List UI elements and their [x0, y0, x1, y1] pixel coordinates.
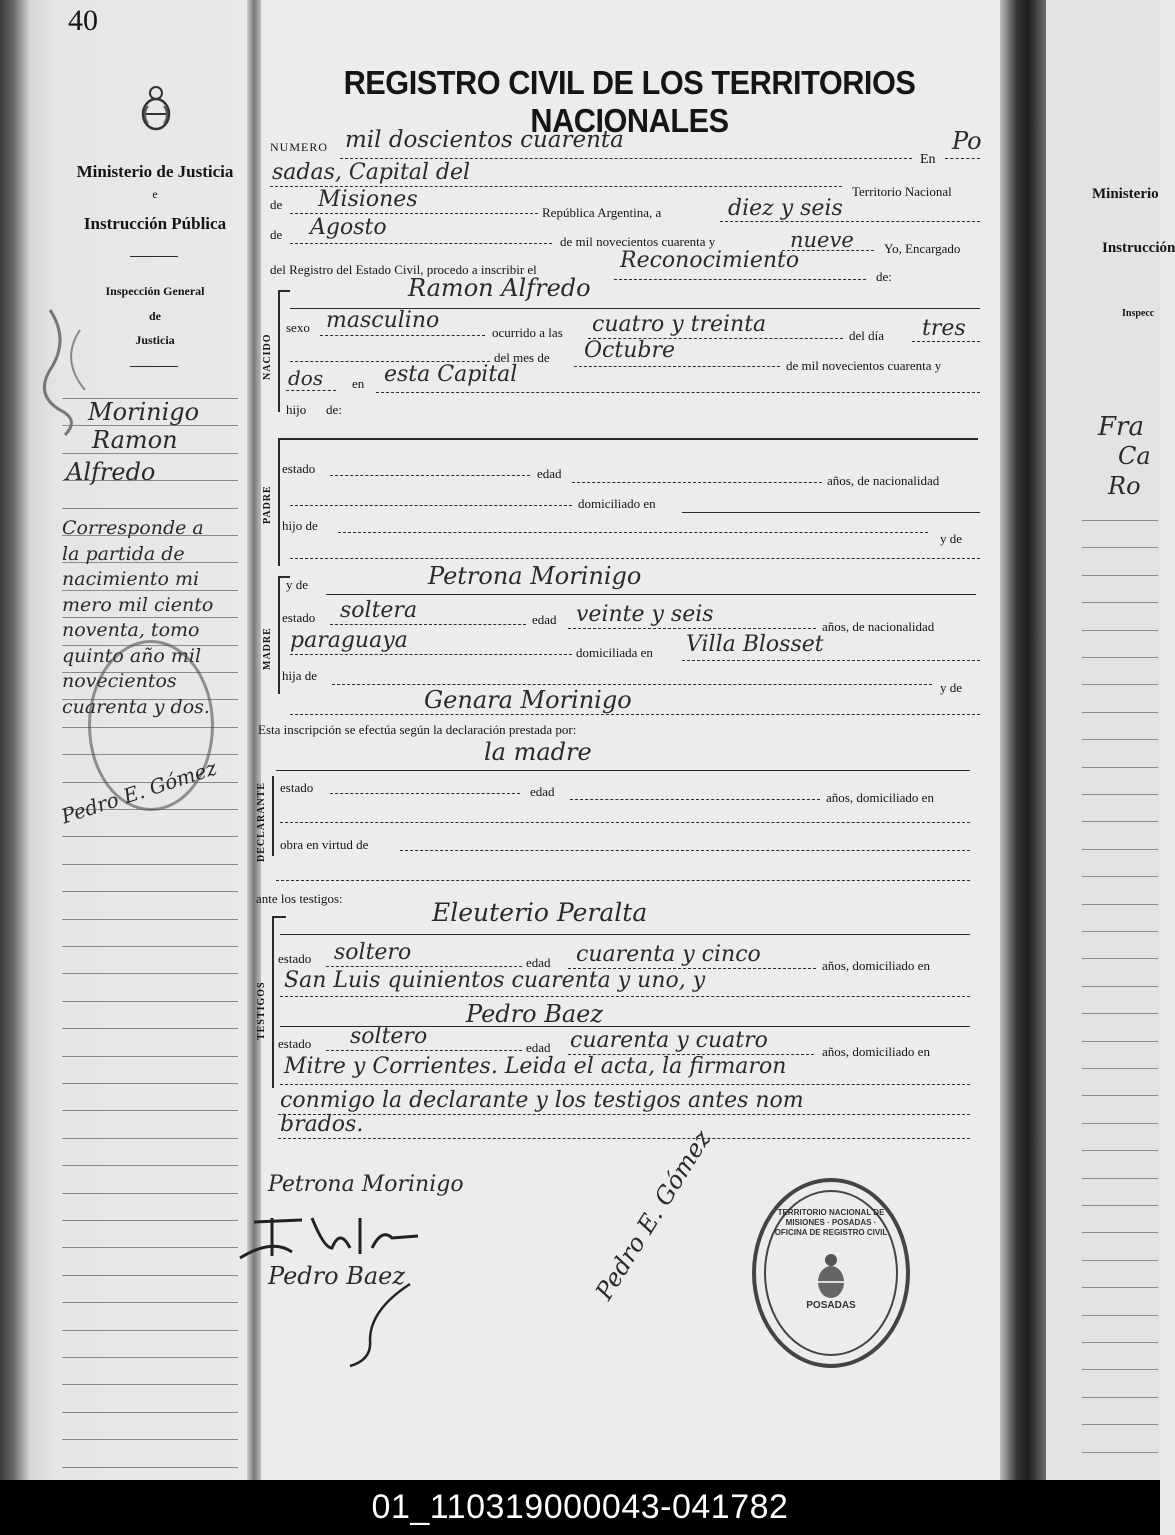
declarante-bracket	[272, 776, 274, 856]
margin-note-line: novecientos	[62, 670, 177, 692]
padre-hijo-de-label: hijo de	[282, 518, 318, 533]
hijo-label: hijo	[286, 402, 307, 417]
stamp-emblem-icon	[812, 1252, 850, 1302]
ruled-line	[62, 1110, 238, 1111]
right-hw-fragment3: Ro	[1108, 472, 1141, 500]
ruled-line	[1082, 1369, 1158, 1370]
official-stamp	[752, 1178, 910, 1368]
en-label: En	[920, 152, 936, 167]
ruled-line	[1082, 1260, 1158, 1261]
inspection-line3: Justicia	[135, 333, 175, 347]
padre-edad-label: edad	[537, 466, 562, 481]
madre-edad-value: veinte y seis	[576, 602, 714, 627]
nacido-year-line	[286, 390, 336, 391]
madre-nationality-line	[290, 654, 572, 655]
signature-declarante: Petrona Morinigo	[268, 1172, 464, 1197]
declarante-name-line	[276, 770, 970, 771]
right-inspection-fragment: Inspecc	[1122, 308, 1155, 319]
ruled-line	[62, 836, 238, 837]
right-instruction-fragment: Instrucción	[1102, 240, 1175, 256]
madre-domicile: Villa Blosset	[686, 632, 824, 657]
ruled-line	[62, 1138, 238, 1139]
madre-estado-line	[330, 624, 526, 625]
madre-domiciliada-label: domiciliada en	[576, 645, 653, 660]
sexo-value: masculino	[326, 308, 440, 333]
ruled-line	[62, 1439, 238, 1440]
ruled-line	[1082, 1342, 1158, 1343]
ruled-line	[1082, 520, 1158, 521]
madre-anos-label: años, de nacionalidad	[822, 619, 935, 634]
declarante-edad-line	[570, 799, 820, 800]
ruled-line	[62, 946, 238, 947]
nacido-month-line	[574, 366, 780, 367]
registro-text: del Registro del Estado Civil, procedo a inscribir el	[270, 262, 537, 277]
ruled-line	[62, 1330, 238, 1331]
witness1-edad: cuarenta y cinco	[576, 942, 761, 967]
declarante-name: la madre	[484, 738, 592, 766]
margin-note-line: cuarenta y dos.	[62, 695, 210, 718]
ministry-line2: e	[152, 187, 158, 201]
declarante-estado-line	[330, 793, 520, 794]
ministry-line1: Ministerio de Justicia	[76, 162, 234, 181]
image-id: 01_110319000043-041782	[371, 1488, 789, 1526]
madre-y-de-end: y de	[940, 680, 963, 695]
mil-label: de mil novecientos cuarenta y	[786, 358, 942, 373]
time-value: cuatro y treinta	[592, 312, 767, 337]
madre-name-line	[326, 594, 976, 595]
ocurrido-label: ocurrido a las	[492, 325, 563, 340]
sexo-line	[320, 335, 485, 336]
margin-signature: Pedro E. Gómez	[58, 755, 220, 829]
witness1-estado: soltero	[334, 940, 412, 965]
madre-bracket	[278, 576, 280, 694]
ruled-line	[1082, 1095, 1158, 1096]
witness2-estado-line	[326, 1050, 522, 1051]
right-hw-fragment2: Ca	[1118, 442, 1151, 470]
closing-line2-rule	[278, 1114, 970, 1115]
margin-given2: Alfredo	[66, 458, 156, 486]
ruled-line	[62, 508, 238, 509]
del-dia-label: del día	[849, 328, 885, 343]
sexo-label: sexo	[286, 320, 310, 335]
witness2-name: Pedro Baez	[466, 1000, 603, 1028]
inspection-line1: Inspección General	[105, 284, 205, 298]
padre-bracket	[278, 438, 280, 566]
witness2-estado: soltero	[350, 1024, 428, 1049]
witness1-name-line	[280, 934, 970, 935]
closing-line3: brados.	[280, 1112, 364, 1137]
madre-hija-de-label: hija de	[282, 668, 318, 683]
witness1-name: Eleuterio Peralta	[432, 898, 648, 927]
de-label: de	[270, 197, 283, 212]
testigos-bracket-top	[272, 916, 286, 918]
ruled-line	[1082, 1068, 1158, 1069]
ruled-line	[62, 1056, 238, 1057]
madre-estado-label: estado	[282, 610, 316, 625]
ruled-line	[1082, 1287, 1158, 1288]
ruled-line	[1082, 1397, 1158, 1398]
declarante-estado-label: estado	[280, 780, 314, 795]
nacido-bracket-top	[278, 290, 290, 292]
ruled-line	[62, 891, 238, 892]
padre-edad-line	[572, 482, 822, 483]
testigos-label: ante los testigos:	[256, 891, 343, 906]
right-gutter	[1000, 0, 1046, 1480]
inspection-line2: de	[149, 309, 161, 323]
madre-domicile-line	[682, 660, 980, 661]
ruled-line	[1082, 1205, 1158, 1206]
day-line	[720, 221, 980, 222]
ruled-line	[62, 1384, 238, 1385]
ruled-line	[62, 1193, 238, 1194]
de-label-2: de	[270, 227, 283, 242]
header-divider	[130, 256, 178, 257]
testigos-side-label: TESTIGOS	[256, 981, 267, 1040]
margin-note-line: mero mil ciento	[62, 593, 214, 616]
ruled-line	[1082, 739, 1158, 740]
ruled-line	[62, 1302, 238, 1303]
place-part2: sadas, Capital del	[272, 160, 471, 185]
ruled-line	[1082, 821, 1158, 822]
madre-parent-line	[332, 684, 932, 685]
padre-estado-label: estado	[282, 461, 316, 476]
nacido-year: dos	[288, 366, 324, 390]
place-part1: Po	[952, 127, 982, 155]
declarante-domicile-line	[280, 822, 970, 823]
madre-name: Petrona Morinigo	[428, 562, 642, 590]
nacido-name: Ramon Alfredo	[408, 274, 591, 302]
nacido-en-label: en	[352, 376, 365, 391]
year-value: nueve	[790, 228, 854, 252]
ruled-line	[1082, 1315, 1158, 1316]
margin-note-line: quinto año mil	[62, 644, 202, 667]
ruled-line	[62, 1165, 238, 1166]
ruled-line	[62, 919, 238, 920]
declaracion-label: Esta inscripción se efectúa según la declaración prestada por:	[258, 722, 577, 737]
testigos-bracket	[272, 916, 274, 1088]
ruled-line	[1082, 986, 1158, 987]
nacido-month: Octubre	[584, 338, 675, 363]
ruled-line	[1082, 684, 1158, 685]
ruled-line	[1082, 1452, 1158, 1453]
ruled-line	[62, 1220, 238, 1221]
form-title: REGISTRO CIVIL DE LOS TERRITORIOS NACIONALES	[343, 64, 916, 139]
ruled-line	[62, 1083, 238, 1084]
ruled-line	[62, 1028, 238, 1029]
nacido-day-line	[912, 341, 980, 342]
closing-line2: conmigo la declarante y los testigos antes nom	[280, 1088, 804, 1113]
de-colon: de:	[876, 269, 892, 284]
closing-line1-rule	[280, 1084, 970, 1085]
place-line-a	[945, 158, 980, 159]
ruled-line	[1082, 712, 1158, 713]
territorio-label: Territorio Nacional	[852, 184, 952, 199]
padre-anos-label: años, de nacionalidad	[827, 473, 940, 488]
closing-line1: Mitre y Corrientes. Leida el acta, la firmaron	[284, 1054, 787, 1079]
stamp-center: POSADAS	[806, 1300, 856, 1311]
encargado-text: Yo, Encargado	[884, 241, 961, 256]
padre-nationality-line	[290, 505, 572, 506]
territory-value: Misiones	[318, 187, 418, 212]
nacido-bracket	[278, 290, 280, 412]
ruled-line	[62, 864, 238, 865]
madre-estado-value: soltera	[340, 598, 418, 623]
del-mes-label: del mes de	[494, 350, 550, 365]
coat-of-arms-icon	[138, 84, 174, 132]
margin-note-line: noventa, tomo	[62, 619, 200, 641]
obra-label: obra en virtud de	[280, 837, 369, 852]
madre-edad-label: edad	[532, 612, 557, 627]
padre-estado-line	[330, 475, 530, 476]
nacido-place-line	[376, 392, 980, 393]
madre-parent2-line	[290, 714, 980, 715]
nacido-place: esta Capital	[384, 362, 518, 387]
numero-value: mil doscientos cuarenta	[345, 127, 624, 153]
right-hw-fragment1: Fra	[1098, 412, 1144, 442]
witness1-anos-label: años, domiciliado en	[822, 958, 930, 973]
act-line	[614, 279, 866, 280]
witness1-edad-label: edad	[526, 955, 551, 970]
signature-officer: Pedro E. Gómez	[590, 1125, 717, 1305]
hijo-suffix: de:	[326, 402, 342, 417]
ruled-line	[1082, 767, 1158, 768]
nacido-side-label: NACIDO	[262, 333, 273, 380]
ruled-line	[1082, 1041, 1158, 1042]
witness1-domicile: San Luis quinientos cuarenta y uno, y	[284, 968, 706, 993]
ruled-line	[1082, 575, 1158, 576]
ruled-line	[62, 1357, 238, 1358]
obra-line-2	[276, 880, 970, 881]
declarante-anos-label: años, domiciliado en	[826, 790, 934, 805]
nacido-day: tres	[922, 316, 966, 341]
margin-given1: Ramon	[92, 426, 178, 454]
ministry-line3: Instrucción Pública	[83, 214, 227, 233]
ruled-line	[1082, 602, 1158, 603]
month-line	[290, 243, 552, 244]
witness2-anos-label: años, domiciliado en	[822, 1044, 930, 1059]
ruled-line	[1082, 931, 1158, 932]
padre-parent-line	[338, 532, 928, 533]
year-text: de mil novecientos cuarenta y	[560, 234, 716, 249]
ruled-line	[1082, 1150, 1158, 1151]
ruled-line	[1082, 876, 1158, 877]
ruled-line	[1082, 904, 1158, 905]
obra-line	[400, 850, 970, 851]
signature-witness2: Pedro Baez	[268, 1262, 405, 1290]
ruled-line	[1082, 1123, 1158, 1124]
padre-y-de-label: y de	[940, 531, 963, 546]
day-value: diez y seis	[728, 196, 843, 221]
ruled-line	[62, 1467, 238, 1468]
ruled-line	[62, 1001, 238, 1002]
right-ministry-fragment: Ministerio	[1092, 186, 1159, 202]
page-number: 40	[68, 4, 98, 37]
witness2-estado-label: estado	[278, 1036, 312, 1051]
madre-side-label: MADRE	[262, 627, 273, 670]
ruled-line	[62, 973, 238, 974]
madre-mother-name: Genara Morinigo	[424, 686, 632, 714]
ruled-line	[62, 1412, 238, 1413]
declarante-edad-label: edad	[530, 784, 555, 799]
madre-nationality: paraguaya	[290, 628, 408, 653]
inspection-divider	[130, 366, 178, 367]
ruled-line	[1082, 547, 1158, 548]
ruled-line	[1082, 1424, 1158, 1425]
ruled-line	[1082, 1178, 1158, 1179]
padre-domicile-line	[682, 512, 980, 513]
ruled-line	[1082, 1232, 1158, 1233]
month-value: Agosto	[310, 215, 387, 240]
numero-label: NUMERO	[270, 140, 329, 154]
numero-line	[340, 158, 912, 159]
witness1-estado-line	[326, 966, 522, 967]
ruled-line	[62, 1275, 238, 1276]
signature-flourish	[330, 1280, 440, 1375]
ruled-line	[1082, 657, 1158, 658]
pencil-scribble	[30, 300, 110, 445]
act-value: Reconocimiento	[620, 248, 800, 273]
margin-note-line: nacimiento mi	[62, 568, 200, 590]
ruled-line	[1082, 849, 1158, 850]
padre-bracket-top	[278, 438, 978, 440]
margin-note-line: la partida de	[62, 542, 185, 565]
ruled-line	[1082, 630, 1158, 631]
padre-side-label: PADRE	[262, 485, 273, 524]
closing-line3-rule	[278, 1138, 970, 1139]
margin-note-line: Corresponde a	[62, 517, 204, 539]
ruled-line	[1082, 794, 1158, 795]
ruled-line	[1082, 958, 1158, 959]
stamp-text: TERRITORIO NACIONAL DE MISIONES · POSADAS · OFICINA DE REGISTRO CIVIL	[774, 1208, 888, 1237]
witness2-edad-label: edad	[526, 1040, 551, 1055]
ruled-line	[62, 1247, 238, 1248]
witness1-domicile-line	[280, 996, 970, 997]
witness2-edad: cuarenta y cuatro	[570, 1028, 768, 1053]
republica-label: República Argentina, a	[542, 205, 662, 220]
padre-domiciliado-label: domiciliado en	[578, 496, 656, 511]
margin-surname: Morinigo	[88, 398, 200, 426]
madre-y-de-label: y de	[286, 577, 309, 592]
territory-line	[290, 213, 538, 214]
madre-edad-line	[568, 628, 816, 629]
witness1-estado-label: estado	[278, 951, 312, 966]
declarante-side-label: DECLARANTE	[256, 781, 267, 862]
padre-parent2-line	[290, 558, 980, 559]
ruled-line	[1082, 1013, 1158, 1014]
